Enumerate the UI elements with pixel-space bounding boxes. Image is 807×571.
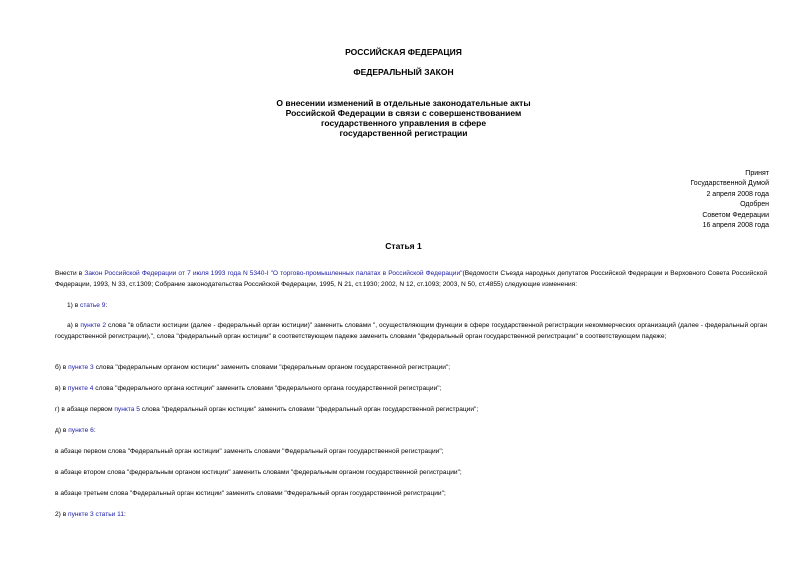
intro-suffix: (Ведомости Съезда народных депутатов Российской Федерации и Верховного Совета Российской Федерации, 1993, N 33, ст.1309; Собрание законодательства Российской Федерации, 1995, N 21, ст.1930; 2002, N 12, ст.1093; 2003, N 50, ст.4855) следующие изменения: xyxy=(55,270,768,288)
item-suffix: слова "федерального органа юстиции" заменить словами "федерального органа государственной регистрации"; xyxy=(93,385,442,392)
adoption-line: Принят xyxy=(745,170,769,177)
item-suffix: слова "федеральным органом юстиции" заменить словами "федеральным органом государственной регистрации"; xyxy=(93,364,451,371)
item-suffix: слова "федеральный орган юстиции" заменить словами "федеральный орган государственной регистрации"; xyxy=(139,406,479,413)
item-1c xyxy=(55,383,767,394)
intro-paragraph xyxy=(55,268,767,290)
article-11-link[interactable]: пункте 3 статьи 11 xyxy=(68,511,125,518)
doc-type-heading: ФЕДЕРАЛЬНЫЙ ЗАКОН xyxy=(353,67,454,77)
item-1b xyxy=(55,362,767,373)
law-title-line: государственного управления в сфере xyxy=(320,118,487,128)
law-title-line: Российской Федерации в связи с совершенствованием xyxy=(285,108,522,118)
item-1e-paragraph-3: в абзаце третьем слова "Федеральный орган юстиции" заменить словами "Федеральный орган государственной регистрации"; xyxy=(55,490,446,497)
item-1e-paragraph-2: в абзаце втором слова "федеральным органом юстиции" заменить словами "федеральным органом государственной регистрации"; xyxy=(55,469,462,476)
point-6-link[interactable]: пункте 6 xyxy=(68,427,94,434)
item-1d xyxy=(55,404,767,415)
intro-prefix: Внести в xyxy=(55,270,85,277)
item-prefix: 1) в xyxy=(67,302,81,309)
law-title xyxy=(250,98,557,138)
item-1a xyxy=(55,320,767,342)
item-prefix: а) в xyxy=(67,322,81,329)
item-suffix: слова "в области юстиции (далее - федеральный орган юстиции)" заменить словами ", осуществляющим функции в сфере государственной регистрации некоммерческих организаций (далее - федеральный орган государственной регистрации),", слова "федеральный орган юстиции" в соответствующем падеже заменить словами "федеральный орган государственной регистрации" в соответствующем падеже; xyxy=(55,322,767,340)
item-2 xyxy=(55,509,767,520)
item-1 xyxy=(67,300,779,311)
adoption-block xyxy=(690,169,769,231)
article-heading: Статья 1 xyxy=(385,241,422,251)
item-suffix: : xyxy=(93,427,96,434)
item-1e xyxy=(55,425,767,436)
item-prefix: б) в xyxy=(55,364,69,371)
law-link[interactable]: Закон Российской Федерации от 7 июля 1993 года N 5340-I "О торгово-промышленных палатах в Российской Федерации" xyxy=(84,270,463,277)
adoption-line: 16 апреля 2008 года xyxy=(702,222,769,230)
law-title-line: государственной регистрации xyxy=(339,128,468,138)
item-prefix: г) в абзаце первом xyxy=(55,406,115,413)
adoption-line: 2 апреля 2008 года xyxy=(706,190,769,198)
adoption-line: Советом Федерации xyxy=(702,211,769,219)
point-3-link[interactable]: пункте 3 xyxy=(68,364,94,371)
item-prefix: 2) в xyxy=(55,511,69,518)
item-prefix: д) в xyxy=(55,427,69,434)
item-1e-paragraph-1: в абзаце первом слова "Федеральный орган юстиции" заменить словами "Федеральный орган государственной регистрации"; xyxy=(55,448,444,455)
point-5-link[interactable]: пункта 5 xyxy=(114,406,140,413)
country-heading: РОССИЙСКАЯ ФЕДЕРАЦИЯ xyxy=(345,47,462,57)
point-2-link[interactable]: пункте 2 xyxy=(80,322,107,329)
item-suffix: : xyxy=(105,302,108,309)
law-title-line: О внесении изменений в отдельные законодательные акты xyxy=(276,98,531,108)
item-prefix: в) в xyxy=(55,385,68,392)
adoption-line: Одобрен xyxy=(740,201,769,209)
adoption-line: Государственной Думой xyxy=(690,180,769,188)
item-suffix: : xyxy=(124,511,126,518)
article-9-link[interactable]: статье 9 xyxy=(80,302,106,309)
point-4-link[interactable]: пункте 4 xyxy=(67,385,94,392)
